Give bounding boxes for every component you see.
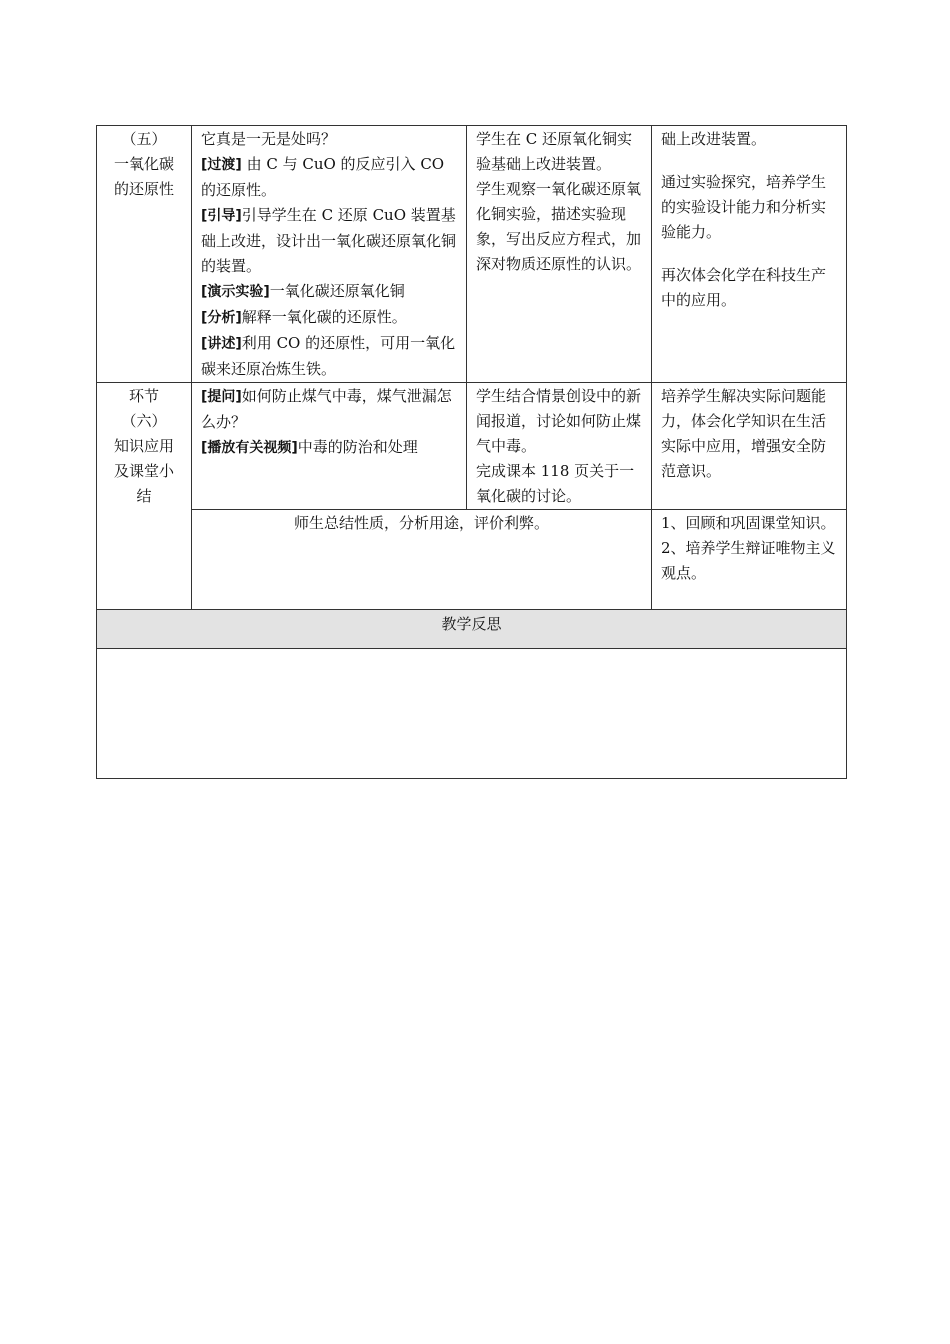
intent-text: 2、培养学生辩证唯物主义观点。 [661,539,836,582]
step-label: [分析] [201,310,242,326]
intent-text: 再次体会化学在科技生产中的应用。 [661,266,827,309]
table-row [97,126,847,383]
teacher-step: [分析]解释一氧化碳的还原性。 [201,308,407,326]
stage-cell [97,383,192,610]
stage-line: 一氧化碳 [113,155,174,173]
intent-text: 培养学生解决实际问题能力，体会化学知识在生活实际中应用，增强安全防范意识。 [661,387,827,480]
design-intent-cell [652,126,847,383]
stage-line: 的还原性 [113,180,174,198]
table-row [97,510,847,610]
step-label: [讲述] [201,336,242,352]
stage-cell [97,126,192,383]
reflection-title: 教学反思 [97,610,847,649]
teacher-activity-cell [192,126,467,383]
lesson-plan-table [96,125,847,779]
teacher-step: [播放有关视频]中毒的防治和处理 [201,438,418,456]
reflection-content [97,649,847,779]
stage-line: 结 [136,487,152,505]
teacher-activity-cell [192,383,467,510]
reflection-body-row [97,649,847,779]
teacher-step: 它真是一无是处吗？ [201,130,337,148]
teacher-step: [讲述]利用 CO 的还原性，可用一氧化碳来还原冶炼生铁。 [201,334,456,378]
stage-line: （六） [121,412,167,430]
summary-cell: 师生总结性质，分析用途，评价利弊。 [192,510,652,610]
step-label: [播放有关视频] [201,440,298,456]
step-label: [演示实验] [201,284,270,300]
stage-line: （五） [121,130,167,148]
step-label: [过渡] [201,157,242,173]
step-label: [引导] [201,208,242,224]
stage-line: 知识应用 [113,437,174,455]
intent-text: 通过实验探究，培养学生的实验设计能力和分析实验能力。 [661,173,827,241]
design-intent-cell [652,510,847,610]
student-text: 学生结合情景创设中的新闻报道，讨论如何防止煤气中毒。 [476,387,642,455]
teacher-step: [过渡] 由 C 与 CuO 的反应引入 CO 的还原性。 [201,155,445,199]
step-label: [提问] [201,389,242,405]
teacher-step: [引导]引导学生在 C 还原 CuO 装置基础上改进，设计出一氧化碳还原氧化铜的装置。 [201,206,457,275]
student-text: 学生观察一氧化碳还原氧化铜实验，描述实验现象，写出反应方程式，加深对物质还原性的认识。 [476,180,642,273]
teacher-step: [提问]如何防止煤气中毒，煤气泄漏怎么办？ [201,387,452,431]
table-row [97,383,847,510]
student-text: 完成课本 118 页关于一氧化碳的讨论。 [476,462,635,505]
intent-text: 础上改进装置。 [661,130,767,148]
stage-line: 环节 [128,387,159,405]
design-intent-cell [652,383,847,510]
stage-line: 及课堂小 [113,462,174,480]
student-activity-cell [467,383,652,510]
intent-text: 1、回顾和巩固课堂知识。 [661,514,836,532]
student-activity-cell [467,126,652,383]
student-text: 学生在 C 还原氧化铜实验基础上改进装置。 [476,130,633,173]
reflection-header-row [97,610,847,649]
teacher-step: [演示实验]一氧化碳还原氧化铜 [201,282,405,300]
